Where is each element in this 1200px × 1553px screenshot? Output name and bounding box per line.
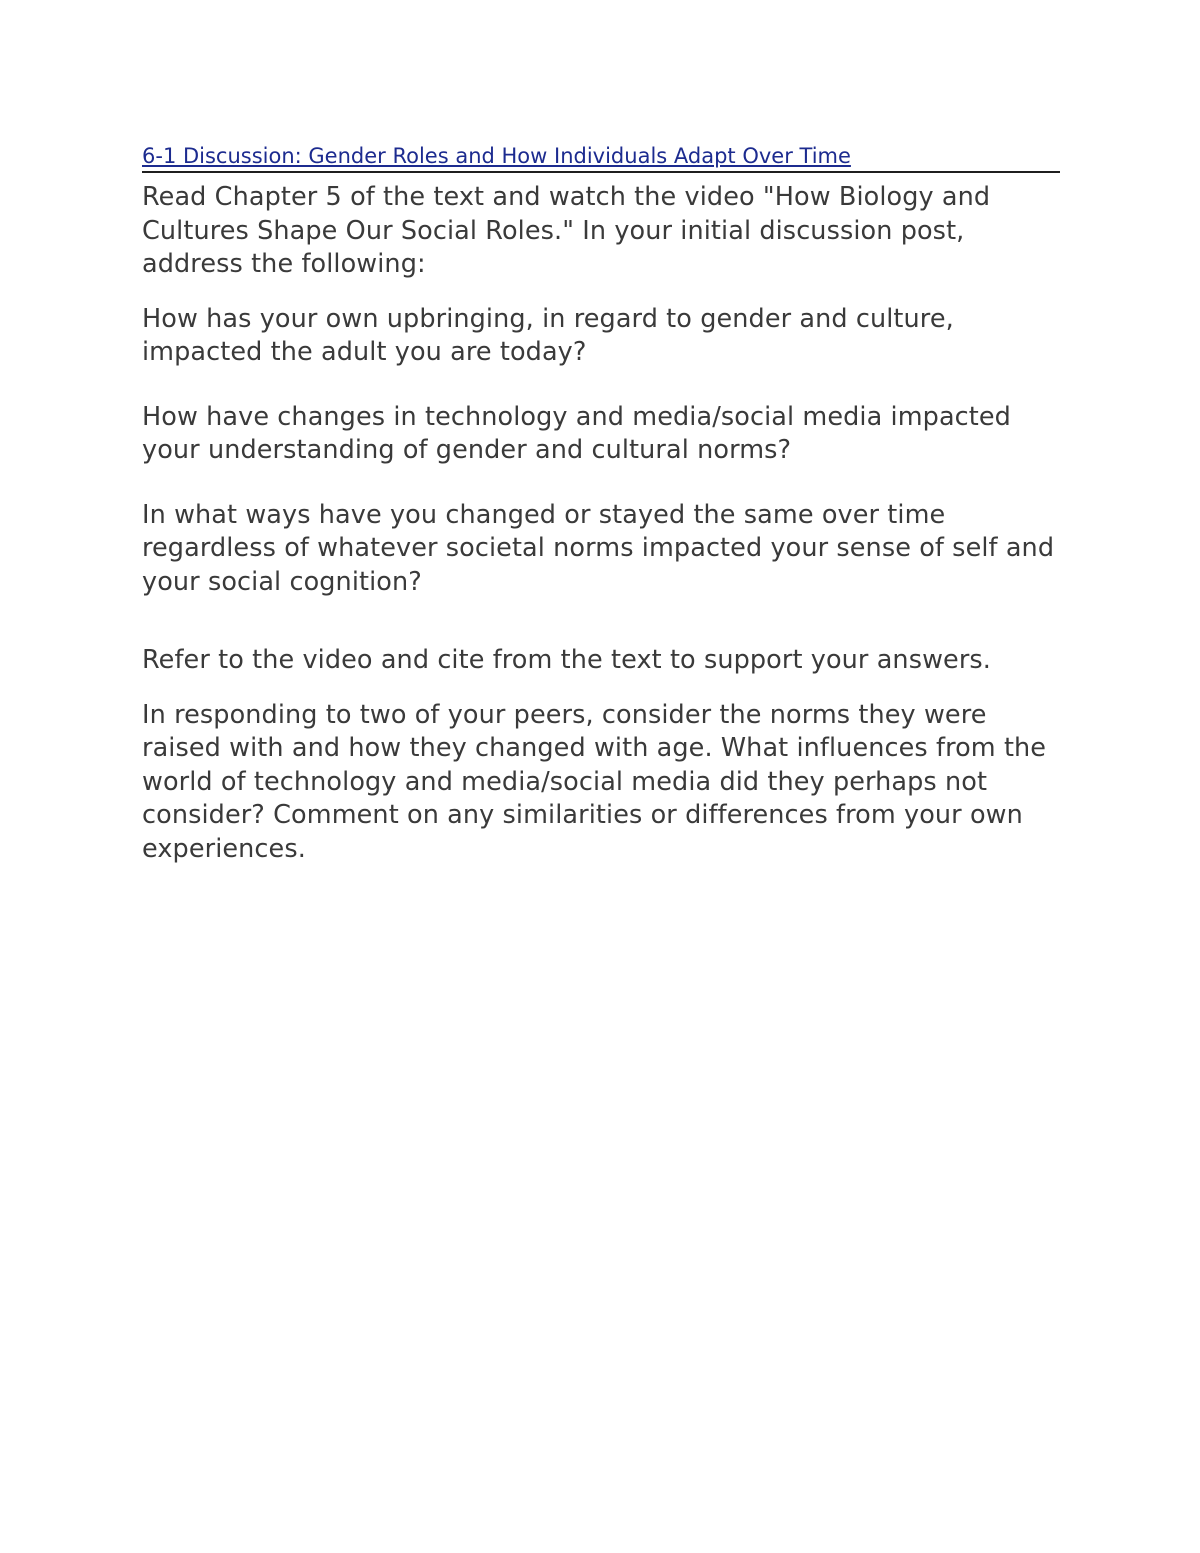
document-body bbox=[142, 140, 1060, 866]
question-change-over-time: In what ways have you changed or stayed the same over time regardless of whatever societal norms impacted your sense of self and your social cognition? bbox=[142, 499, 1055, 597]
intro-paragraph: Read Chapter 5 of the text and watch the video "How Biology and Cultures Shape Our Social Roles." In your initial discussion post, address the following: bbox=[142, 182, 991, 279]
title-underline-rule bbox=[142, 140, 1060, 173]
question-technology: How have changes in technology and media/social media impacted your understanding of gender and cultural norms? bbox=[142, 401, 1011, 465]
title-link[interactable]: 6-1 Discussion: Gender Roles and How Individuals Adapt Over Time bbox=[142, 144, 851, 168]
citation-instruction: Refer to the video and cite from the text to support your answers. bbox=[142, 645, 991, 675]
peer-response-instruction: In responding to two of your peers, consider the norms they were raised with and how they changed with age. What influences from the world of technology and media/social media did they perhaps not consider? Comment on any similarities or differences from your own experiences. bbox=[142, 699, 1047, 864]
question-upbringing: How has your own upbringing, in regard to gender and culture, impacted the adult you are today? bbox=[142, 303, 954, 367]
